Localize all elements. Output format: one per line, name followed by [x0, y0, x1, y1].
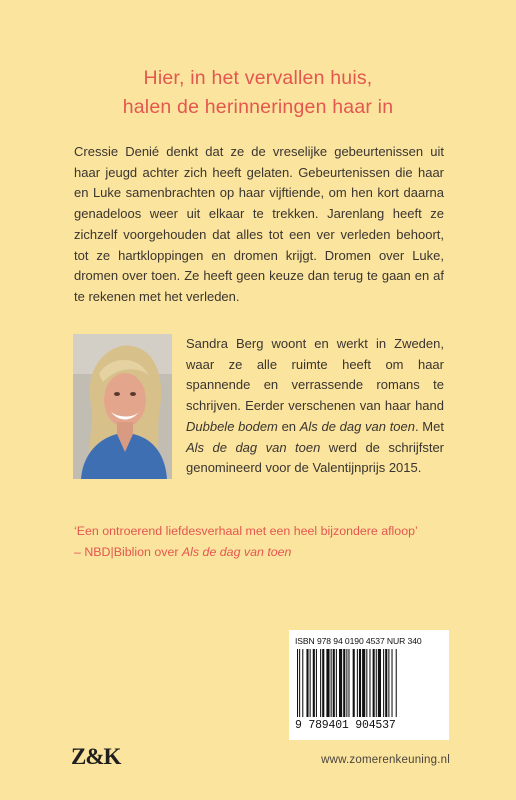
barcode-bar [366, 649, 367, 717]
author-portrait-image [73, 334, 172, 479]
quote-book-title: Als de dag van toen [181, 545, 292, 559]
barcode-bar [362, 649, 365, 717]
bio-title-3: Als de dag van toen [186, 439, 321, 455]
barcode-bar [320, 649, 321, 717]
quote-line-1: ‘Een ontroerend liefdesverhaal met een heel bijzondere afloop’ [74, 524, 418, 538]
barcode-digits: 9 789401 904537 [295, 719, 396, 732]
barcode-bar [316, 649, 317, 717]
publisher-logo: Z&K [71, 744, 121, 769]
bio-part-3: . Met [415, 418, 444, 434]
barcode-bar [333, 649, 335, 717]
author-bio [186, 334, 444, 479]
barcode-bar [388, 649, 389, 717]
barcode-bar [310, 649, 311, 717]
author-photo [73, 334, 172, 479]
barcode-bar [385, 649, 387, 717]
blurb-text: Cressie Denié denkt dat ze de vreselijke gebeurtenissen uit haar jeugd achter zich heeft gelaten. Gebeurtenissen die haar en Luke samenbrachten op haar vijftiende, om hen kort daarna genadeloos weer uit elkaar te trekken. Jarenlang heeft ze zichzelf voorgehouden dat alles tot een ver verleden behoort, tot ze hartkloppingen en dromen krijgt. Dromen over Luke, dromen over toen. Ze heeft geen keuze dan terug te gaan en af te rekenen met het verleden. [74, 144, 444, 304]
headline [0, 64, 516, 122]
barcode-bar [359, 649, 361, 717]
quote-line-2 [74, 542, 454, 563]
barcode-bar [343, 649, 345, 717]
isbn-text: ISBN 978 94 0190 4537 NUR 340 [295, 636, 422, 646]
barcode-bar [297, 649, 298, 717]
bio-part-1: Sandra Berg woont en werkt in Zweden, waar ze alle ruimte heeft om haar spannende en verrassende romans te schrijven. Eerder verschenen van haar hand [186, 336, 444, 414]
barcode-bar [326, 649, 329, 717]
barcode-bar [373, 649, 375, 717]
review-quote [74, 521, 454, 563]
bio-part-2: en [277, 418, 300, 434]
barcode-bar [383, 649, 384, 717]
barcode-bar [331, 649, 332, 717]
bio-title-2: Als de dag van toen [299, 418, 415, 434]
quote-source: – NBD|Biblion over [74, 545, 182, 559]
barcode-bar [322, 649, 324, 717]
barcode-panel [289, 630, 449, 740]
barcode-bar [376, 649, 377, 717]
barcode-bar [357, 649, 358, 717]
publisher-website[interactable]: www.zomerenkeuning.nl [321, 754, 450, 766]
barcode-bar [299, 649, 300, 717]
headline-line-2: halen de herinneringen haar in [122, 96, 394, 118]
barcode-bar [302, 649, 303, 717]
barcode-bar [339, 649, 342, 717]
barcode-bar [348, 649, 349, 717]
barcode-icon [295, 649, 445, 719]
barcode-bar [378, 649, 381, 717]
bio-title-1: Dubbele bodem [186, 418, 278, 434]
barcode-bar [336, 649, 337, 717]
barcode-bar [396, 649, 397, 717]
barcode-bar [369, 649, 370, 717]
headline-line-1: Hier, in het vervallen huis, [143, 67, 373, 89]
bio-part-4: werd de schrijfster genomineerd voor de Valentijnprijs 2015. [186, 439, 444, 476]
barcode-bar [306, 649, 308, 717]
barcode-bar [346, 649, 347, 717]
barcode-bar [392, 649, 393, 717]
barcode-bar [313, 649, 315, 717]
barcode-bar [353, 649, 355, 717]
